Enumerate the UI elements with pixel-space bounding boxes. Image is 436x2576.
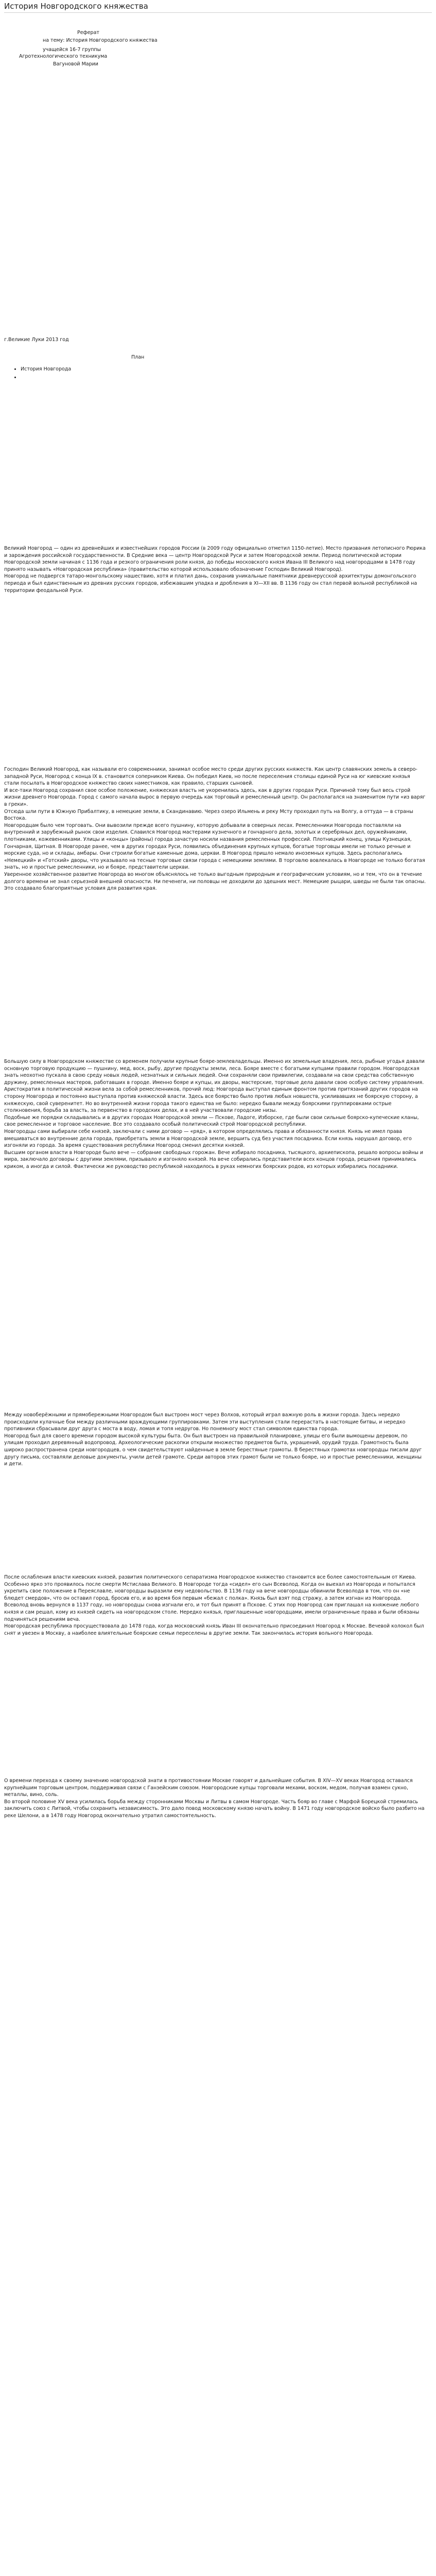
toc-heading: План bbox=[131, 354, 145, 360]
paragraph: Подобные же порядки складывались и в других городах Новгородской земли — Пскове, Ладоге, Изборске, где были свои сильные боярско-купеческие кланы, свое ремесленное и торговое население. Все это создавало особый политический строй Новгородской республики. bbox=[4, 1114, 419, 1128]
text-section bbox=[4, 766, 426, 892]
cover-line: учащейся 16-7 группы bbox=[43, 47, 101, 53]
text-section bbox=[4, 1777, 426, 1820]
cover-line: Вагуновой Марии bbox=[53, 61, 98, 67]
toc-item[interactable]: • История Новгорода bbox=[21, 365, 175, 374]
page-title: История Новгородского княжества bbox=[4, 2, 148, 11]
paragraph: Новгород не подвергся татаро-монгольскому нашествию, хотя и платил дань, сохранив уникальные памятники древнерусской архитектуры домонгольского периода и был единственным из древних русских городов, избежавшим упадка и дробления в XI—XII вв. В 1136 году он стал первой вольной республикой на территории феодальной Руси. bbox=[4, 573, 417, 594]
paragraph: Между новоберёжными и прямобережными Новгородом был выстроен мост через Волхов, который играл важную роль в жизни города. Здесь нередко происходили кулачные бои между различными враждующими группировками. Затем эти выступления стали перерастать в настоящие битвы, и нередко противники сбрасывали друг друга с моста в воду, ломая и топя недругов. Но понемногу мост стал символом единства города. bbox=[4, 1412, 406, 1432]
toc-item[interactable] bbox=[21, 374, 175, 382]
paragraph: Аристократия в политической жизни вела за собой ремесленников, прочий люд: Новгорода выступал единым фронтом против притязаний других городов на сторону Новгорода и постоянно выступала против княжеской власти. Здесь все боярство было против любых новшеств, усиливавших не боярскую сторону, а княжескую, свой суверенитет. Но во внутренней жизни города такого единства не было: нередко бывали между боярскими группировками острые столкновения, борьба за власть, за первенство в городских делах, и в ней участвовали городские низы. bbox=[4, 1087, 418, 1114]
cover-line: Агротехнологического техникума bbox=[19, 54, 108, 59]
paragraph: Новгородцы сами выбирали себе князей, заключали с ними договор — «ряд», в котором определялись права и обязанности князя. Князь не имел права вмешиваться во внутренние дела города, приобретать земли в Новгородской земле, вершить суд без участия посадника. Если князь нарушал договор, его изгоняли из города. За время существования республики Новгород сменил десятки князей. bbox=[4, 1128, 412, 1149]
title-divider bbox=[4, 12, 432, 13]
cover-line: на тему: История Новгородского княжества bbox=[43, 38, 158, 43]
text-section bbox=[4, 1058, 426, 1171]
paragraph: Господин Великий Новгород, как называли его современники, занимал особое место среди других русских княжеств. Как центр славянских земель в северо-западной Руси, Новгород с конца IX в. становится соперником Киева. Он победил Киев, но после переселения столицы единой Руси на юг киевские князья стали посылать в Новгородское княжество своих наместников, как правило, старших сыновей. bbox=[4, 767, 417, 787]
paragraph: Большую силу в Новгородском княжестве со временем получили крупные бояре-землевладельцы. Именно их земельные владения, леса, рыбные угодья давали основную торговую продукцию — пушнину, мед, воск, рыбу, другие продукты земли, леса. Бояре вместе с богатыми купцами правили городом. Новгородская знать неохотно пускала в свою среду новых людей, незнатных и сильных людей. Они сохраняли свои привилегии, создавали на свои средства собственную дружину, ремесленных мастеров, работавших в городе. Именно бояре и купцы, их дворы, мастерские, торговые дела давали свою особую систему управления. bbox=[4, 1059, 425, 1086]
paragraph: Высшим органом власти в Новгороде было вече — собрание свободных горожан. Вече избирало посадника, тысяцкого, архиепископа, решало вопросы войны и мира, заключало договоры с другими землями, призывало и изгоняло князей. На вече собирались представители всех концов города, решения принимались криком, а иногда и силой. Фактически же руководство республикой находилось в руках немногих боярских родов, из которых избирались посадники. bbox=[4, 1149, 424, 1170]
text-section bbox=[4, 1412, 426, 1468]
paragraph: Уверенное хозяйственное развитие Новгорода во многом объяснялось не только выгодным природным и географическим условиям, но и тем, что он в течение долгого времени не знал серьезной внешней опасности. Ни печенеги, ни половцы не доходили до здешних мест. Немецкие рыцари, шведы не были так опасны. Это создавало благоприятные условия для развития края. bbox=[4, 871, 426, 892]
paragraph: Новгородцам было чем торговать. Они вывозили прежде всего пушнину, которую добывали в северных лесах. Ремесленники Новгорода поставляли на внутренний и зарубежный рынок свои изделия. Славился Новгород мастерами кузнечного и гончарного дела, золотых и серебряных дел, оружейниками, плотниками, кожевенниками. Улицы и «концы» (районы) города зачастую носили названия ремесленных профессий. Плотницкий конец, улицы Кузнецкая, Гончарная, Щитная. В Новгороде ранее, чем в других городах Руси, появились объединения крупных купцов, богатые торговцы имели не только речные и морские суда, но и склады, амбары. Они строили богатые каменные дома, церкви. В Новгород пришло немало иноземных купцов. Здесь располагались «Немецкий» и «Готский» дворы, что указывало на тесные торговые связи города с немецкими землями. В торговлю вовлекалась в Новгороде не только богатая знать, но и простые ремесленники, но и боярe, представители церкви. bbox=[4, 822, 425, 871]
toc-list bbox=[5, 365, 175, 382]
paragraph: О времени перехода к своему значению новгородской знати в противостоянии Москве говорят и дальнейшие события. В XIV—XV веках Новгород оставался крупнейшим торговым центром, поддерживая связи с Ганзейским союзом. Новгородские купцы торговали мехами, воском, медом, получая взамен сукно, металлы, вино, соль. bbox=[4, 1778, 413, 1798]
paragraph: После ослабления власти киевских князей, развития политического сепаратизма Новгородское княжество становится все более самостоятельным от Киева. Особенно ярко это проявилось после смерти Мстислава Великого. В Новгороде тогда «сидел» его сын Всеволод. Когда он выехал из Новгорода и попытался укрепить свое положение в Переяславле, новгородцы выразили ему недовольство. В 1136 году на вече новгородцы обвинили Всеволода в том, что он «не блюдет смердов», что он оставил город, бросив его, и во время боя первым «бежал с полка». Князь был взят под стражу, а затем изгнан из Новгорода. bbox=[4, 1574, 416, 1601]
paragraph: И все-таки Новгород сохранил свое особое положение, княжеская власть не укоренилась здесь, как в других городах Руси. Причиной тому был весь строй жизни древнего Новгорода. Город с самого начала вырос в первую очередь как торговый и ремесленный центр. Он располагался на знаменитом пути «из варяг в греки». bbox=[4, 787, 426, 807]
cover-footer: г.Великие Луки 2013 год bbox=[4, 337, 69, 343]
paragraph: Великий Новгород — один из древнейших и известнейших городов России (в 2009 году официально отметил 1150-летие). Место призвания летописного Рюрика и зарождения российской государственности. В Средние века — центр Новгородской Руси и затем Новгородской земли. Период политической истории Новгородской земли начиная с 1136 года и резкого ограничения роли князя, до победы московского князя Ивана III Великого над новгородцами в 1478 году принято называть «Новгородская республика» (правительство которой использовало обозначение Господин Великий Новгород). bbox=[4, 546, 426, 572]
paragraph: Новгородская республика просуществовала до 1478 года, когда московский князь Иван III окончательно присоединил Новгород к Москве. Вечевой колокол был снят и увезен в Москву, а наиболее влиятельные боярские семьи переселены в другие земли. Так закончилась история вольного Новгорода. bbox=[4, 1623, 424, 1636]
paragraph: Отсюда шли пути в Южную Прибалтику, в немецкие земли, в Скандинавию. Через озеро Ильмень и реку Мсту проходил путь на Волгу, а оттуда — в страны Востока. bbox=[4, 808, 413, 822]
text-section bbox=[4, 545, 426, 594]
paragraph: Новгород был для своего времени городом высокой культуры быта. Он был выстроен на правильной планировке, улицы его были вымощены деревом, по улицам проходил деревянный водопровод. Археологические раскопки открыли множество предметов быта, украшений, орудий труда. Грамотность была широко распространена среди новгородцев, о чем свидетельствуют найденные в земле берестяные грамоты. В берестяных грамотах новгородцы писали друг другу письма, составляли деловые документы, учили детей грамоте. Среди авторов этих грамот были не только бояре, но и простые ремесленники, женщины и дети. bbox=[4, 1433, 422, 1467]
cover-line: Реферат bbox=[77, 30, 99, 36]
paragraph: Во второй половине XV века усилилась борьба между сторонниками Москвы и Литвы в самом Новгороде. Часть бояр во главе с Марфой Борецкой стремилась заключить союз с Литвой, чтобы сохранить независимость. Это дало повод московскому князю начать войну. В 1471 году новгородское войско было разбито на реке Шелони, а в 1478 году Новгород окончательно утратил самостоятельность. bbox=[4, 1799, 425, 1819]
text-section bbox=[4, 1574, 426, 1637]
paragraph: Всеволод вновь вернулся в 1137 году, но новгородцы снова изгнали его, и тот был принят в Пскове. С этих пор Новгород сам приглашал на княжение любого князя и сам решал, кому из князей сидеть на новгородском столе. Нередко князья, приглашенные новгородцами, имели ограниченные права и были обязаны подчиняться решениям веча. bbox=[4, 1602, 420, 1622]
